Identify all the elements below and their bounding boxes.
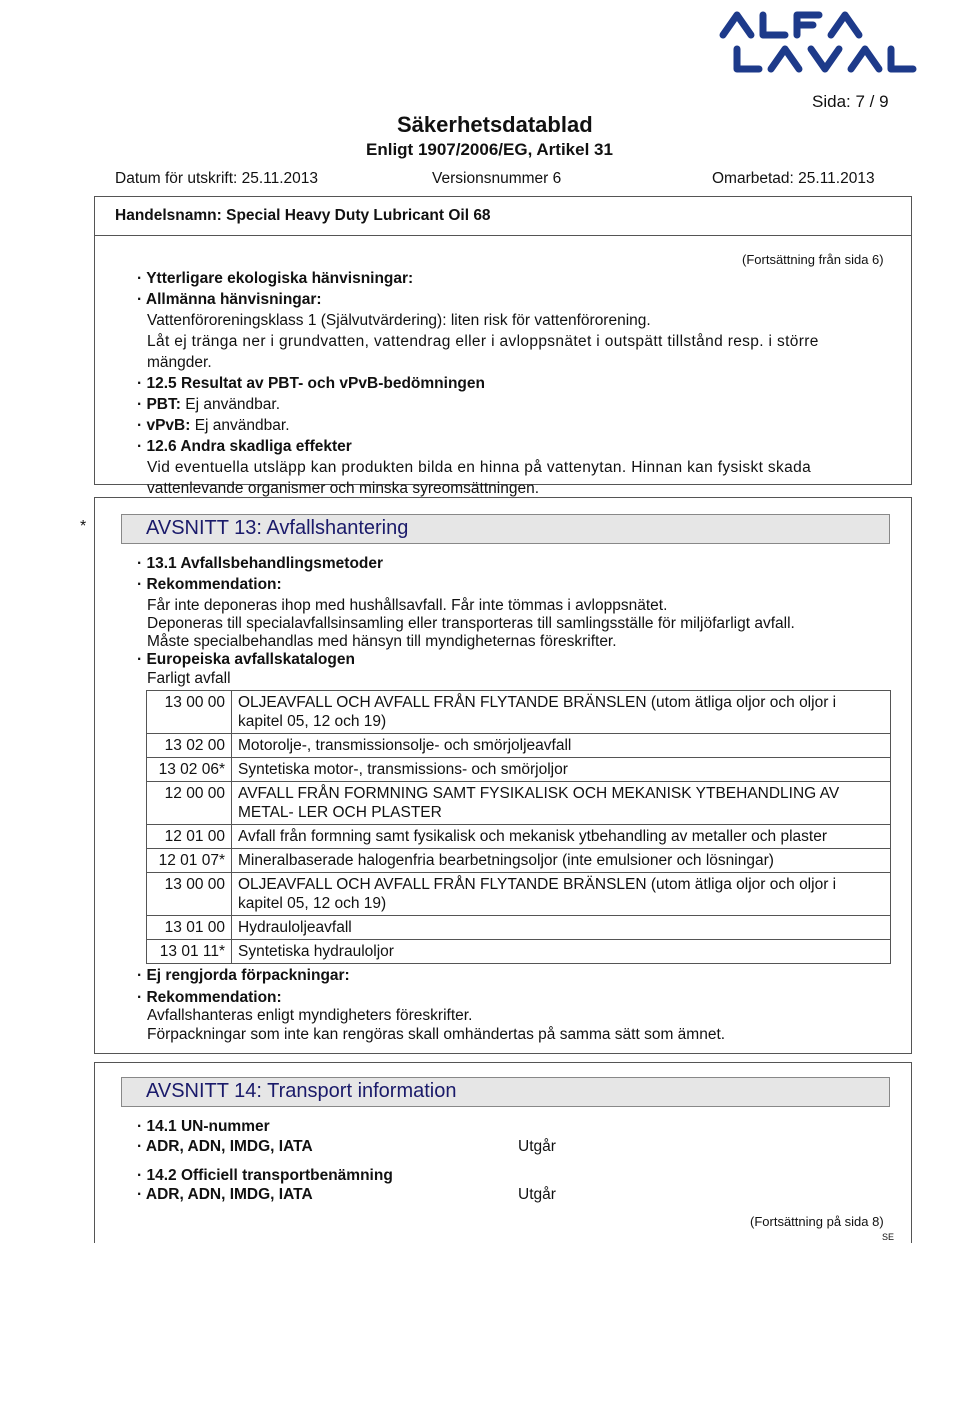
pbt-value: Ej användbar. — [185, 396, 281, 413]
waste-table-row — [147, 873, 891, 916]
shipping-name-modes: · ADR, ADN, IMDG, IATA — [137, 1186, 313, 1203]
other-effects-line-2: vattenlevande organismer och minska syreomsättningen. — [147, 480, 540, 497]
recommendation-2-label: · Rekommendation: — [137, 989, 282, 1006]
catalogue-label: · Europeiska avfallskatalogen — [137, 651, 355, 668]
pbt-row — [137, 396, 280, 414]
alfa-laval-logo-icon — [715, 5, 930, 77]
un-number-heading: · 14.1 UN-nummer — [137, 1118, 270, 1135]
waste-table-row — [147, 758, 891, 782]
methods-heading: · 13.1 Avfallsbehandlingsmetoder — [137, 555, 384, 572]
waste-table-row — [147, 734, 891, 758]
waste-description: Mineralbaserade halogenfria bearbetningsoljor (inte emulsioner och lösningar) — [232, 849, 891, 873]
waste-table-row — [147, 691, 891, 734]
other-effects-line-1: Vid eventuella utsläpp kan produkten bilda en hinna på vattenytan. Hinnan kan fysiskt skada — [147, 459, 812, 476]
waste-table-row — [147, 782, 891, 825]
section-14-title: AVSNITT 14: Transport information — [121, 1077, 890, 1107]
country-code: SE — [882, 1232, 895, 1242]
vpvb-row — [137, 417, 290, 435]
continued-to: (Fortsättning på sida 8) — [750, 1214, 884, 1229]
company-logo — [715, 5, 930, 77]
section-13-title: AVSNITT 13: Avfallshantering — [121, 514, 890, 544]
packaging-line-1: Avfallshanteras enligt myndigheters föreskrifter. — [147, 1007, 473, 1024]
recommendation-label: · Rekommendation: — [137, 576, 282, 593]
general-line-1: Vattenföroreningsklass 1 (Självutvärdering): liten risk för vattenförorening. — [147, 312, 651, 329]
waste-table-row — [147, 849, 891, 873]
waste-description: OLJEAVFALL OCH AVFALL FRÅN FLYTANDE BRÄNSLEN (utom ätliga oljor och oljor i kapitel 05, 12 och 19) — [232, 873, 891, 916]
pbt-label: · PBT: — [137, 396, 181, 413]
version-number: Versionsnummer 6 — [432, 170, 562, 187]
waste-description: Motorolje-, transmissionsolje- och smörjoljeavfall — [232, 734, 891, 758]
un-number-modes: · ADR, ADN, IMDG, IATA — [137, 1138, 313, 1155]
shipping-name-value: Utgår — [518, 1186, 556, 1203]
other-effects-heading: · 12.6 Andra skadliga effekter — [137, 438, 352, 455]
waste-code: 13 02 00 — [147, 734, 232, 758]
revised-date: Omarbetad: 25.11.2013 — [712, 170, 875, 187]
general-line-2: Låt ej tränga ner i grundvatten, vattendrag eller i avloppsnätet i outspätt tillstånd resp. i större — [147, 333, 819, 350]
waste-code: 13 02 06* — [147, 758, 232, 782]
waste-description: Avfall från formning samt fysikalisk och mekanisk ytbehandling av metaller och plaster — [232, 825, 891, 849]
waste-table-row — [147, 940, 891, 964]
document-subtitle: Enligt 1907/2006/EG, Artikel 31 — [366, 140, 613, 159]
waste-code: 12 00 00 — [147, 782, 232, 825]
waste-table-row — [147, 916, 891, 940]
trade-name: Handelsnamn: Special Heavy Duty Lubricant Oil 68 — [115, 207, 491, 224]
waste-description: Hydrauloljeavfall — [232, 916, 891, 940]
general-label: · Allmänna hänvisningar: — [137, 291, 322, 308]
uncleaned-packaging-label: · Ej rengjorda förpackningar: — [137, 967, 350, 984]
vpvb-label: · vPvB: — [137, 417, 191, 434]
vpvb-value: Ej användbar. — [194, 417, 290, 434]
waste-code: 13 00 00 — [147, 873, 232, 916]
waste-code: 13 00 00 — [147, 691, 232, 734]
waste-description: AVFALL FRÅN FORMNING SAMT FYSIKALISK OCH MEKANISK YTBEHANDLING AV METAL- LER OCH PLASTER — [232, 782, 891, 825]
waste-code: 12 01 00 — [147, 825, 232, 849]
recommendation-line-1: Får inte deponeras ihop med hushållsavfall. Får inte tömmas i avloppsnätet. — [147, 597, 668, 614]
recommendation-line-3: Måste specialbehandlas med hänsyn till myndigheternas föreskrifter. — [147, 633, 617, 650]
recommendation-line-2: Deponeras till specialavfallsinsamling eller transporteras till samlingsställe för miljöfarligt avfall. — [147, 615, 795, 632]
waste-code: 13 01 00 — [147, 916, 232, 940]
waste-description: Syntetiska motor-, transmissions- och smörjoljor — [232, 758, 891, 782]
document-title: Säkerhetsdatablad — [397, 112, 593, 137]
hazardous-label: Farligt avfall — [147, 670, 231, 687]
packaging-line-2: Förpackningar som inte kan rengöras skall omhändertas på samma sätt som ämnet. — [147, 1026, 726, 1043]
general-line-3: mängder. — [147, 354, 212, 371]
shipping-name-heading: · 14.2 Officiell transportbenämning — [137, 1167, 393, 1184]
further-eco-label: · Ytterligare ekologiska hänvisningar: — [137, 270, 414, 287]
un-number-value: Utgår — [518, 1138, 556, 1155]
print-date: Datum för utskrift: 25.11.2013 — [115, 170, 319, 187]
change-marker: * — [80, 518, 87, 535]
continued-from: (Fortsättning från sida 6) — [742, 252, 884, 267]
page-number: Sida: 7 / 9 — [812, 92, 889, 111]
waste-code: 13 01 11* — [147, 940, 232, 964]
pbt-heading: · 12.5 Resultat av PBT- och vPvB-bedömningen — [137, 375, 485, 392]
waste-code-table — [146, 690, 891, 964]
waste-code: 12 01 07* — [147, 849, 232, 873]
waste-description: OLJEAVFALL OCH AVFALL FRÅN FLYTANDE BRÄNSLEN (utom ätliga oljor och oljor i kapitel 05, 12 och 19) — [232, 691, 891, 734]
waste-description: Syntetiska hydrauloljor — [232, 940, 891, 964]
waste-table-row — [147, 825, 891, 849]
